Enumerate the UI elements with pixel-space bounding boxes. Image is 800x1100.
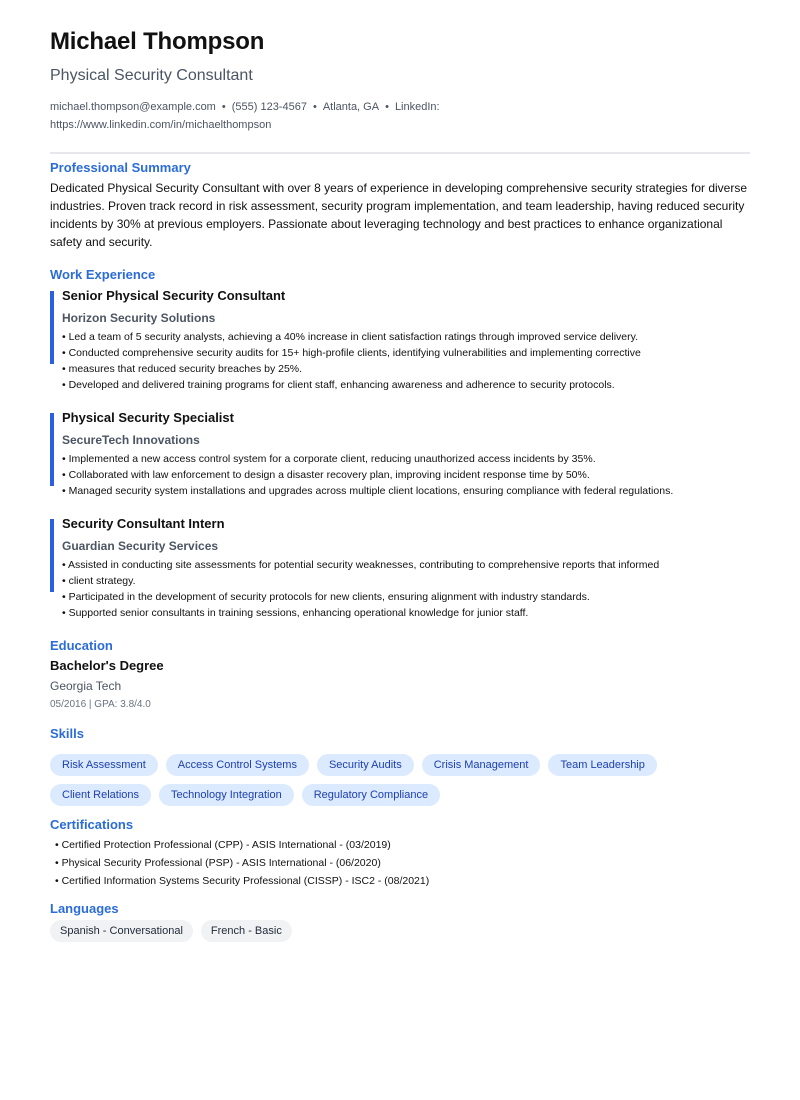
- job-bullet: • client strategy.: [62, 575, 136, 587]
- job-accent-bar: [50, 519, 54, 592]
- job-bullet: • Managed security system installations and upgrades across multiple client locations, ensuring compliance with federal regulations.: [62, 485, 674, 497]
- job-company: Guardian Security Services: [62, 539, 219, 553]
- skill-pill: Access Control Systems: [166, 754, 309, 776]
- skill-pill: Regulatory Compliance: [302, 784, 440, 806]
- job-bullet: • Assisted in conducting site assessments for potential security weaknesses, contributing to comprehensive reports that informed: [62, 559, 660, 571]
- section-title-skills: Skills: [50, 726, 84, 741]
- job-entry: [50, 516, 750, 621]
- certification-item: • Physical Security Professional (PSP) - ASIS International - (06/2020): [55, 857, 381, 869]
- summary-section: [50, 160, 750, 251]
- education-degree: Bachelor's Degree: [50, 658, 164, 673]
- contact-separator: •: [385, 101, 389, 113]
- job-title: Senior Physical Security Consultant: [62, 288, 286, 303]
- summary-text: Dedicated Physical Security Consultant with over 8 years of experience in developing comprehensive security strategies for diverse industries. Proven track record in risk assessment, security program implementation, and team leadership, having reduced security incidents by 30% at previous employers. Passionate about leveraging technology and best practices to enhance organizational safety and security.: [50, 181, 748, 249]
- contact-location: Atlanta, GA: [322, 101, 380, 113]
- section-title-summary: Professional Summary: [50, 160, 191, 175]
- job-company: Horizon Security Solutions: [62, 311, 216, 325]
- skills-section: [50, 726, 750, 806]
- job-bullet: • Developed and delivered training programs for client staff, enhancing awareness and adherence to security protocols.: [62, 379, 615, 391]
- languages-section: [50, 901, 750, 942]
- job-accent-bar: [50, 291, 54, 364]
- section-title-languages: Languages: [50, 901, 119, 916]
- section-title-experience: Work Experience: [50, 267, 156, 282]
- linkedin-label: LinkedIn:: [394, 101, 440, 113]
- certification-item: • Certified Information Systems Security Professional (CISSP) - ISC2 - (08/2021): [55, 875, 430, 887]
- section-title-education: Education: [50, 638, 113, 653]
- certification-item: • Certified Protection Professional (CPP) - ASIS International - (03/2019): [55, 839, 391, 851]
- section-title-certifications: Certifications: [50, 817, 134, 832]
- job-bullets: [62, 451, 750, 499]
- contact-line: [50, 98, 470, 134]
- skill-pill: Risk Assessment: [50, 754, 158, 776]
- job-company: SecureTech Innovations: [62, 433, 200, 447]
- contact-separator: •: [221, 101, 226, 113]
- skill-pill: Team Leadership: [548, 754, 656, 776]
- skills-list: [50, 754, 750, 806]
- skill-pill: Crisis Management: [422, 754, 541, 776]
- education-school: Georgia Tech: [50, 679, 122, 693]
- job-bullet: • Participated in the development of security protocols for new clients, ensuring alignment with industry standards.: [62, 591, 590, 603]
- language-pill: Spanish - Conversational: [50, 920, 193, 942]
- linkedin-url[interactable]: https://www.linkedin.com/in/michaelthompson: [50, 119, 272, 131]
- job-entry: [50, 410, 750, 499]
- language-pill: French - Basic: [201, 920, 292, 942]
- job-bullet: • Implemented a new access control system for a corporate client, reducing unauthorized access incidents by 35%.: [62, 453, 596, 465]
- job-bullets: [62, 557, 750, 621]
- skill-pill: Technology Integration: [159, 784, 294, 806]
- job-bullet: • Supported senior consultants in training sessions, enhancing operational knowledge for junior staff.: [62, 607, 529, 619]
- job-bullet: • measures that reduced security breaches by 25%.: [62, 363, 303, 375]
- contact-separator: •: [312, 101, 317, 113]
- job-title: Security Consultant Intern: [62, 516, 225, 531]
- job-bullet: • Conducted comprehensive security audits for 15+ high-profile clients, identifying vulnerabilities and implementing corrective: [62, 347, 641, 359]
- candidate-name: Michael Thompson: [50, 28, 265, 55]
- contact-phone: (555) 123-4567: [231, 101, 307, 113]
- job-accent-bar: [50, 413, 54, 486]
- certifications-section: [50, 817, 750, 890]
- experience-section: [50, 267, 750, 621]
- job-bullet: • Collaborated with law enforcement to design a disaster recovery plan, improving incident response time by 50%.: [62, 469, 590, 481]
- skill-pill: Security Audits: [317, 754, 414, 776]
- certifications-list: [50, 836, 750, 890]
- education-meta: 05/2016 | GPA: 3.8/4.0: [50, 699, 151, 710]
- job-entry: [50, 288, 750, 393]
- education-section: [50, 638, 750, 712]
- skill-pill: Client Relations: [50, 784, 151, 806]
- languages-list: [50, 920, 750, 942]
- job-bullets: [62, 329, 750, 393]
- contact-email[interactable]: michael.thompson@example.com: [50, 101, 216, 113]
- job-bullet: • Led a team of 5 security analysts, achieving a 40% increase in client satisfaction ratings through improved service delivery.: [62, 331, 639, 343]
- candidate-title: Physical Security Consultant: [50, 67, 253, 84]
- job-title: Physical Security Specialist: [62, 410, 234, 425]
- header-divider: [50, 152, 750, 154]
